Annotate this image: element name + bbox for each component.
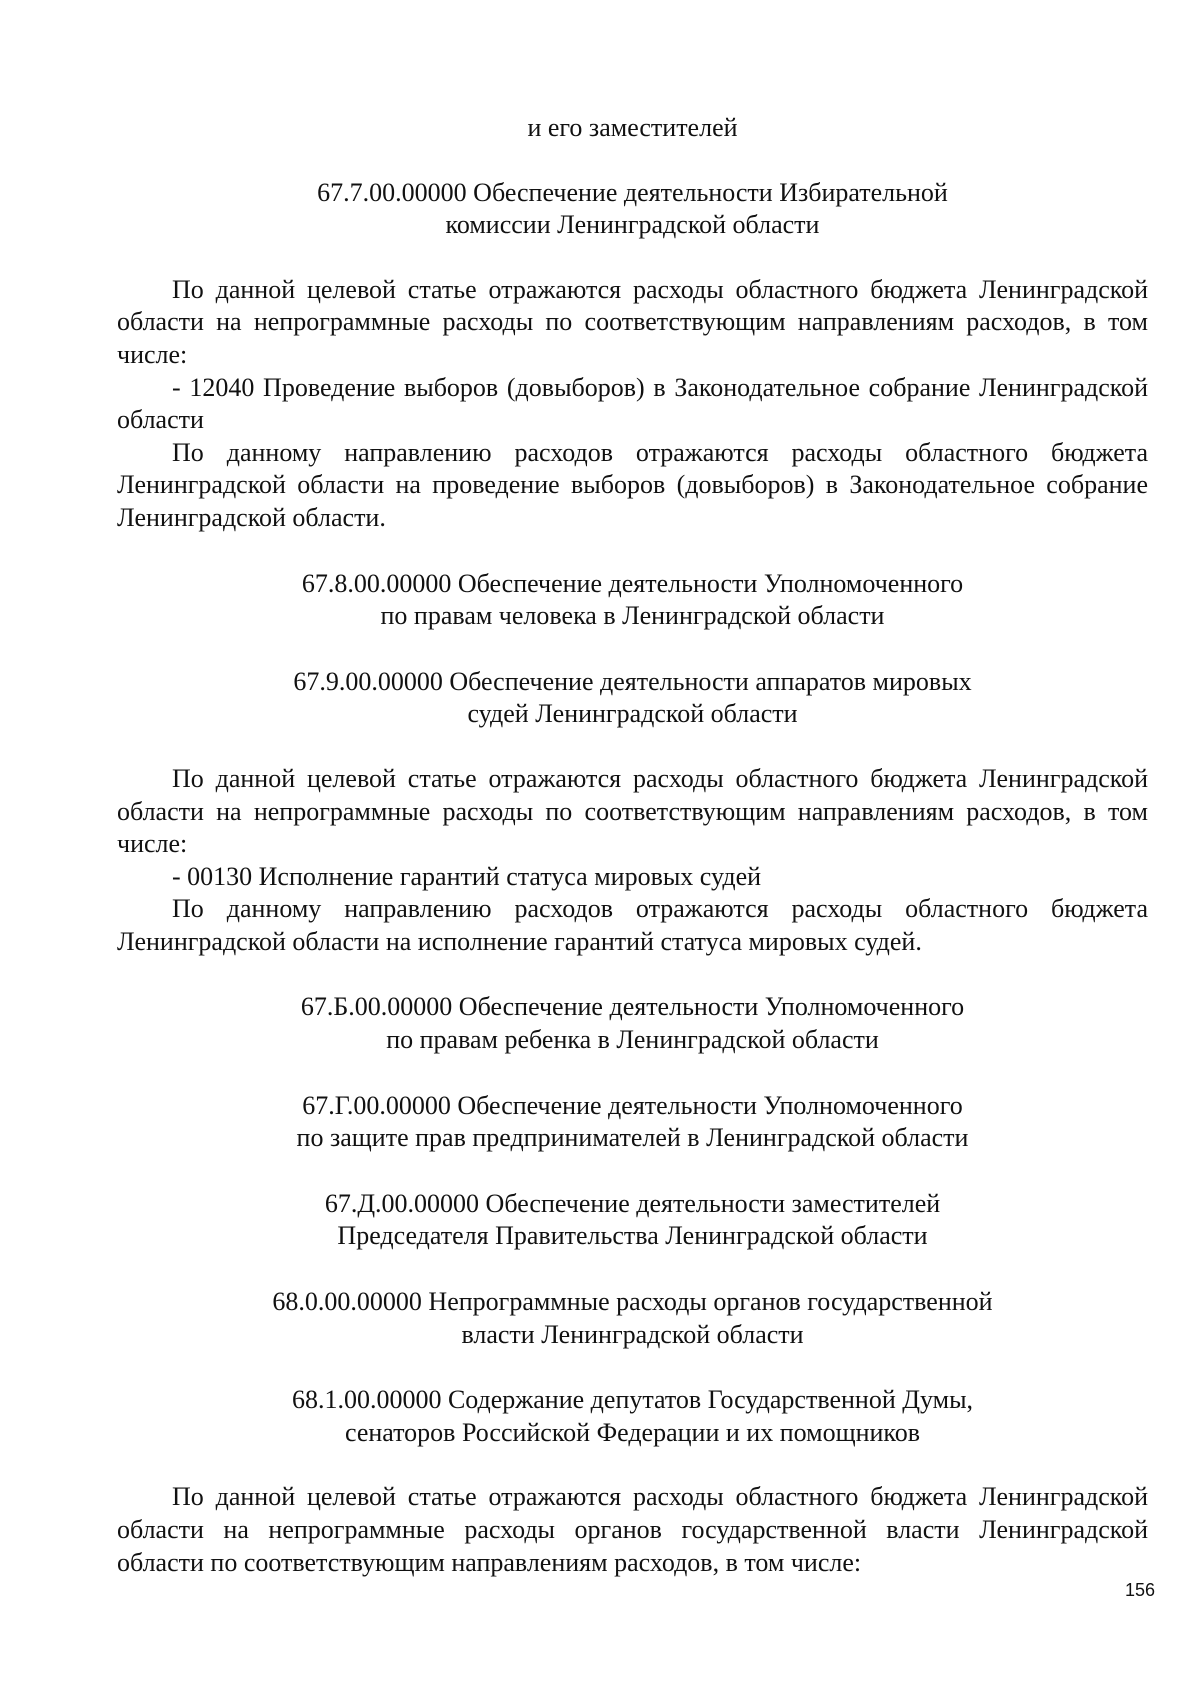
expense-description-00130: По данному направлению расходов отражаются расходы областного бюджета Ленинградской области на исполнение гарантий статуса мировых судей. — [117, 894, 1148, 956]
section-heading-67-d — [117, 1188, 1148, 1253]
heading-line: 68.1.00.00000 Содержание депутатов Государственной Думы, — [291, 1385, 974, 1415]
heading-line: Председателя Правительства Ленинградской области — [337, 1221, 928, 1251]
expense-item-12040: - 12040 Проведение выборов (довыборов) в Законодательное собрание Ленинградской области — [117, 372, 1148, 435]
heading-line: 67.Б.00.00000 Обеспечение деятельности Уполномоченного — [300, 992, 965, 1022]
section-heading-67-8 — [117, 568, 1148, 633]
heading-line: по защите прав предпринимателей в Ленинградской области — [296, 1123, 969, 1153]
page-content — [117, 112, 1148, 1579]
heading-line: 67.Д.00.00000 Обеспечение деятельности заместителей — [324, 1188, 941, 1218]
heading-line: судей Ленинградской области — [467, 699, 798, 729]
heading-line: 67.7.00.00000 Обеспечение деятельности Избирательной — [317, 177, 948, 207]
expense-item-00130: - 00130 Исполнение гарантий статуса мировых судей — [172, 861, 762, 891]
heading-line: по правам ребенка в Ленинградской области — [386, 1025, 879, 1055]
heading-line: по правам человека в Ленинградской области — [380, 601, 885, 631]
section-heading-67-7 — [117, 177, 1148, 242]
heading-line: комиссии Ленинградской области — [445, 210, 820, 240]
section-heading-68-1 — [117, 1384, 1148, 1449]
heading-line: сенаторов Российской Федерации и их помощников — [344, 1417, 921, 1447]
section-heading-68-0 — [117, 1286, 1148, 1351]
continuation-heading-line: и его заместителей — [527, 113, 738, 142]
page-number: 156 — [1124, 1580, 1155, 1600]
heading-line: 67.8.00.00000 Обеспечение деятельности Уполномоченного — [301, 568, 964, 598]
heading-line: 68.0.00.00000 Непрограммные расходы органов государственной — [272, 1287, 993, 1317]
heading-line: 67.9.00.00000 Обеспечение деятельности аппаратов мировых — [293, 666, 972, 696]
heading-line: власти Ленинградской области — [461, 1319, 804, 1349]
section-intro-67-7: По данной целевой статье отражаются расходы областного бюджета Ленинградской области на непрограммные расходы по соответствующим направлениям расходов, в том числе: — [117, 274, 1148, 369]
heading-line: 67.Г.00.00000 Обеспечение деятельности Уполномоченного — [302, 1090, 963, 1120]
section-heading-67-9 — [117, 666, 1148, 731]
expense-description-12040: По данному направлению расходов отражаются расходы областного бюджета Ленинградской области на проведение выборов (довыборов) в Законодательное собрание Ленинградской области. — [117, 437, 1148, 532]
section-heading-67-g — [117, 1090, 1148, 1155]
section-intro-67-9: По данной целевой статье отражаются расходы областного бюджета Ленинградской области на непрограммные расходы по соответствующим направлениям расходов, в том числе: — [117, 763, 1148, 859]
section-heading-67-b — [117, 991, 1148, 1056]
section-intro-68-1: По данной целевой статье отражаются расходы областного бюджета Ленинградской области на непрограммные расходы органов государственной власти Ленинградской области по соответствующим направлениям расходов, в том числе: — [117, 1482, 1148, 1577]
